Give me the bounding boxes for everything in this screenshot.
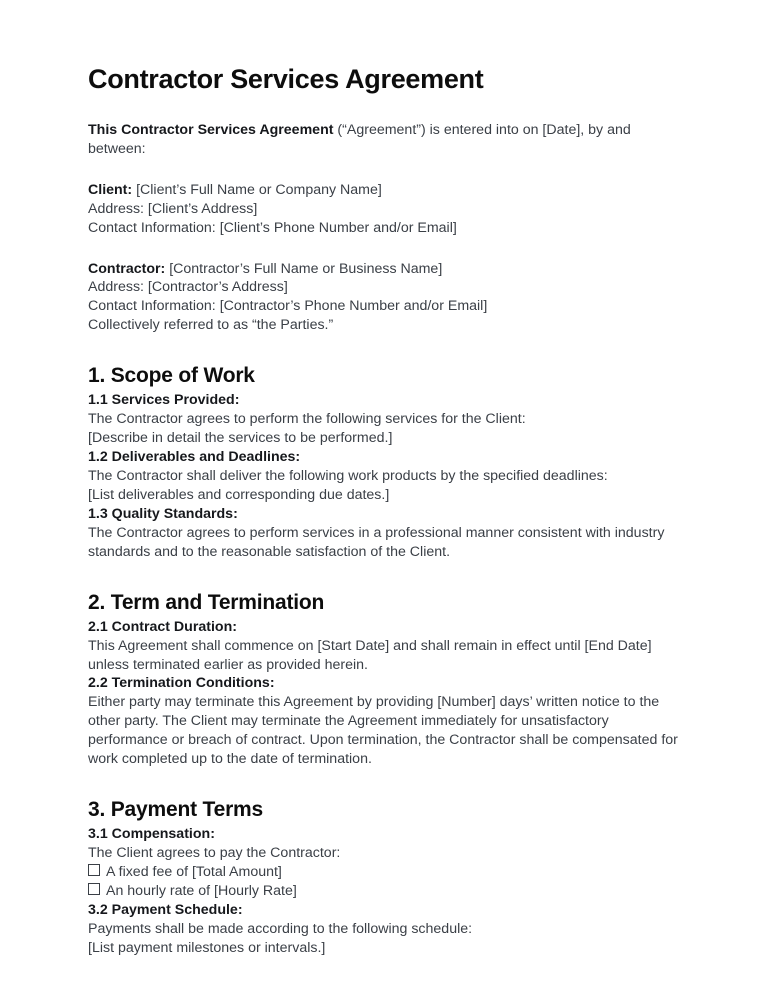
document-section [88,363,682,561]
party-line [88,219,682,238]
section-heading: 1. Scope of Work [88,364,255,388]
subsection-heading: 2.1 Contract Duration: [88,618,237,635]
party-line-value: Address: [Contractor’s Address] [88,279,288,296]
document-body [88,64,682,958]
page-title: Contractor Services Agreement [88,64,484,94]
payment-option-row[interactable] [88,863,682,882]
paragraph: Payments shall be made according to the following schedule: [88,920,473,937]
party-block-client [88,181,682,238]
party-line [88,260,682,279]
party-line-value: Contact Information: [Contractor’s Phone Number and/or Email] [88,298,488,315]
paragraph: The Contractor agrees to perform the following services for the Client: [88,411,526,428]
party-line-value: Contact Information: [Client’s Phone Number and/or Email] [88,219,457,236]
subsection-heading: 1.3 Quality Standards: [88,505,238,522]
party-line-label: Client: [88,181,133,198]
party-line-value: [Contractor’s Full Name or Business Name] [165,260,443,277]
section-heading: 2. Term and Termination [88,590,325,614]
checkbox-icon[interactable] [88,864,100,876]
sections-container [88,363,682,957]
payment-option-label: A fixed fee of [Total Amount] [106,863,282,880]
paragraph: [List payment milestones or intervals.] [88,939,326,956]
subsection-heading: 1.1 Services Provided: [88,392,240,409]
subsection-heading: 2.2 Termination Conditions: [88,675,275,692]
paragraph: This Agreement shall commence on [Start Date] and shall remain in effect until [End Date] unless terminated earlier as provided herein. [88,637,652,673]
party-line [88,297,682,316]
party-line [88,181,682,200]
document-section [88,797,682,958]
subsection-heading: 3.1 Compensation: [88,826,215,843]
payment-option-row[interactable] [88,882,682,901]
parties-container [88,181,682,335]
checkbox-icon[interactable] [88,883,100,895]
party-line-value: Collectively referred to as “the Parties.” [88,317,334,334]
document-section [88,590,682,769]
agreement-intro-rest: (“Agreement”) is entered into on [Date], by and between: [88,122,631,157]
paragraph: The Contractor shall deliver the following work products by the specified deadlines: [88,468,608,485]
paragraph: [List deliverables and corresponding due dates.] [88,486,390,503]
agreement-intro-paragraph [88,121,682,159]
party-line-value: Address: [Client’s Address] [88,200,258,217]
party-line [88,316,682,335]
party-line [88,278,682,297]
section-heading: 3. Payment Terms [88,797,263,821]
party-line [88,200,682,219]
paragraph: [Describe in detail the services to be performed.] [88,430,393,447]
paragraph: The Contractor agrees to perform services in a professional manner consistent with industry standards and to the reasonable satisfaction of the Client. [88,524,665,560]
party-line-value: [Client’s Full Name or Company Name] [132,181,382,198]
party-line-label: Contractor: [88,260,166,277]
agreement-intro-bold: This Contractor Services Agreement [88,122,334,139]
subsection-heading: 3.2 Payment Schedule: [88,901,243,918]
paragraph: Either party may terminate this Agreement by providing [Number] days’ written notice to the other party. The Client may terminate the Agreement immediately for unsatisfactory performance or breach of contract. Upon termination, the Contractor shall be compensated for work completed up to the date of termination. [88,694,678,768]
party-block-contractor [88,260,682,336]
paragraph: The Client agrees to pay the Contractor: [88,845,341,862]
subsection-heading: 1.2 Deliverables and Deadlines: [88,449,301,466]
payment-option-label: An hourly rate of [Hourly Rate] [106,882,297,899]
